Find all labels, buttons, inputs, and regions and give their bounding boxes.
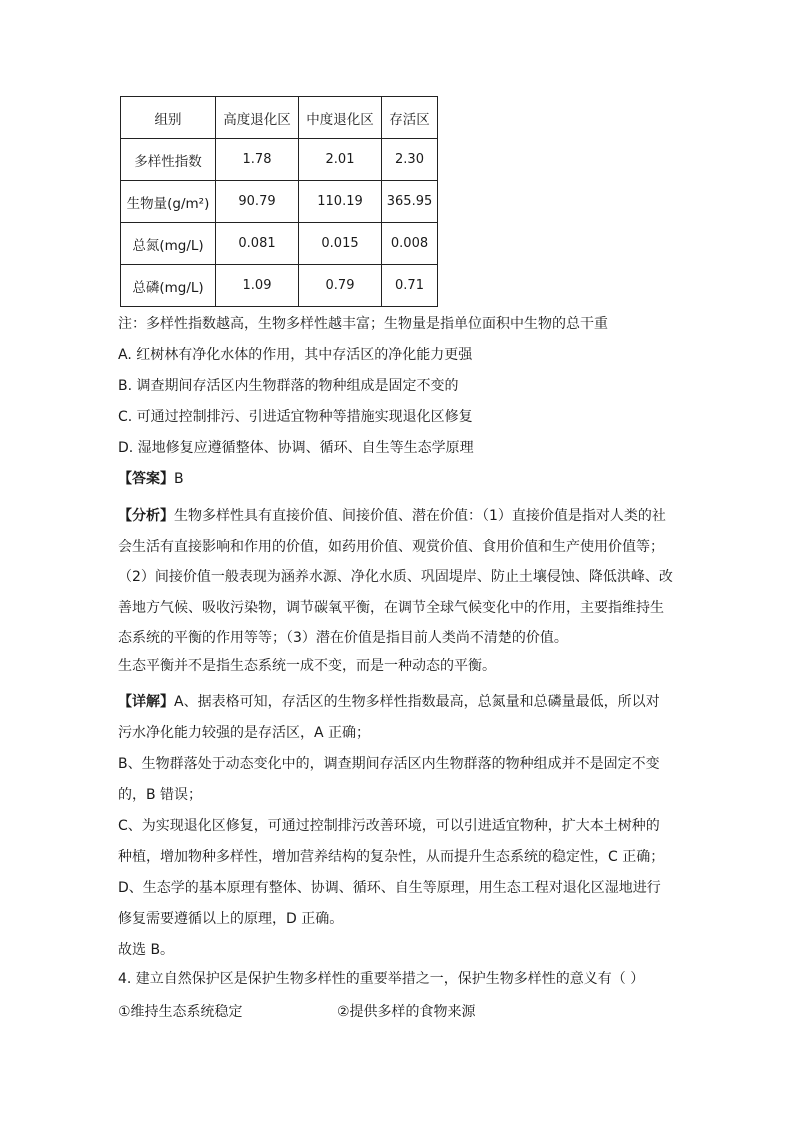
detail-line: 修复需要遵循以上的原理，D 正确。 (118, 911, 344, 927)
table-row (121, 223, 438, 265)
detail-line: 的，B 错误； (118, 787, 203, 803)
detail-section (118, 687, 678, 966)
table-row (121, 265, 438, 307)
table-header-row (121, 97, 438, 139)
detail-line: C、为实现退化区修复，可通过控制排污改善环境，可以引进适宜物种，扩大本土树种的 (118, 818, 660, 834)
table-row-label: 总氮(mg/L) (121, 223, 216, 265)
table-cell: 90.79 (216, 181, 299, 223)
question-4-option-1: ①维持生态系统稳定 (118, 1004, 243, 1020)
table-cell: 1.09 (216, 265, 299, 307)
analysis-line: （2）间接价值一般表现为涵养水源、净化水质、巩固堤岸、防止土壤侵蚀、降低洪峰、改 (118, 569, 673, 585)
option-c: C. 可通过控制排污、引进适宜物种等措施实现退化区修复 (118, 409, 473, 425)
table-header-cell: 中度退化区 (299, 97, 382, 139)
table-row-label: 总磷(mg/L) (121, 265, 216, 307)
table-header-cell: 组别 (121, 97, 216, 139)
table-row (121, 139, 438, 181)
table-header-cell: 高度退化区 (216, 97, 299, 139)
table-cell: 0.79 (299, 265, 382, 307)
table-header-cell: 存活区 (382, 97, 438, 139)
option-d: D. 湿地修复应遵循整体、协调、循环、自生等生态学原理 (118, 440, 474, 456)
conclusion-line: 故选 B。 (118, 942, 175, 958)
table-cell: 110.19 (299, 181, 382, 223)
table-row-label: 多样性指数 (121, 139, 216, 181)
data-table (120, 96, 438, 307)
answer-line (118, 469, 678, 489)
question-4-option-2: ②提供多样的食物来源 (337, 1004, 476, 1020)
detail-line: 【详解】A、据表格可知，存活区的生物多样性指数最高，总氮量和总磷量最低，所以对 (118, 694, 660, 710)
table-cell: 2.01 (299, 139, 382, 181)
answer-tag: 【答案】 (118, 471, 174, 487)
analysis-line: 态系统的平衡的作用等等；（3）潜在价值是指目前人类尚不清楚的价值。 (118, 630, 568, 646)
option-b: B. 调查期间存活区内生物群落的物种组成是固定不变的 (118, 378, 459, 394)
detail-line: 种植，增加物种多样性，增加营养结构的复杂性，从而提升生态系统的稳定性，C 正确； (118, 849, 665, 865)
table-cell: 1.78 (216, 139, 299, 181)
question-4-options (118, 1001, 476, 1021)
analysis-line: 【分析】生物多样性具有直接价值、间接价值、潜在价值：（1）直接价值是指对人类的社 (118, 508, 666, 524)
table-cell: 0.71 (382, 265, 438, 307)
table-cell: 0.015 (299, 223, 382, 265)
table-row (121, 181, 438, 223)
table-note: 注：多样性指数越高，生物多样性越丰富；生物量是指单位面积中生物的总干重 (118, 316, 608, 332)
detail-line: B、生物群落处于动态变化中的，调查期间存活区内生物群落的物种组成并不是固定不变 (118, 756, 660, 772)
table-cell: 2.30 (382, 139, 438, 181)
analysis-line: 善地方气候、吸收污染物，调节碳氧平衡，在调节全球气候变化中的作用，主要指维持生 (118, 599, 664, 616)
analysis-line: 会生活有直接影响和作用的价值，如药用价值、观赏价值、食用价值和生产使用价值等； (118, 538, 664, 555)
table-cell: 365.95 (382, 181, 438, 223)
detail-tag: 【详解】 (118, 694, 174, 710)
table-row-label: 生物量(g/m²) (121, 181, 216, 223)
option-a: A. 红树林有净化水体的作用，其中存活区的净化能力更强 (118, 347, 473, 363)
analysis-extra: 生态平衡并不是指生态系统一成不变，而是一种动态的平衡。 (118, 658, 496, 674)
question-4-stem: 4. 建立自然保护区是保护生物多样性的重要举措之一，保护生物多样性的意义有（ ） (118, 971, 645, 987)
detail-line: 污水净化能力较强的是存活区，A 正确； (118, 725, 371, 741)
analysis-section (118, 501, 678, 654)
table-cell: 0.081 (216, 223, 299, 265)
analysis-tag: 【分析】 (118, 508, 174, 524)
detail-line: D、生态学的基本原理有整体、协调、循环、自生等原理，用生态工程对退化区湿地进行 (118, 880, 661, 896)
answer-value: B (174, 471, 184, 487)
table-cell: 0.008 (382, 223, 438, 265)
